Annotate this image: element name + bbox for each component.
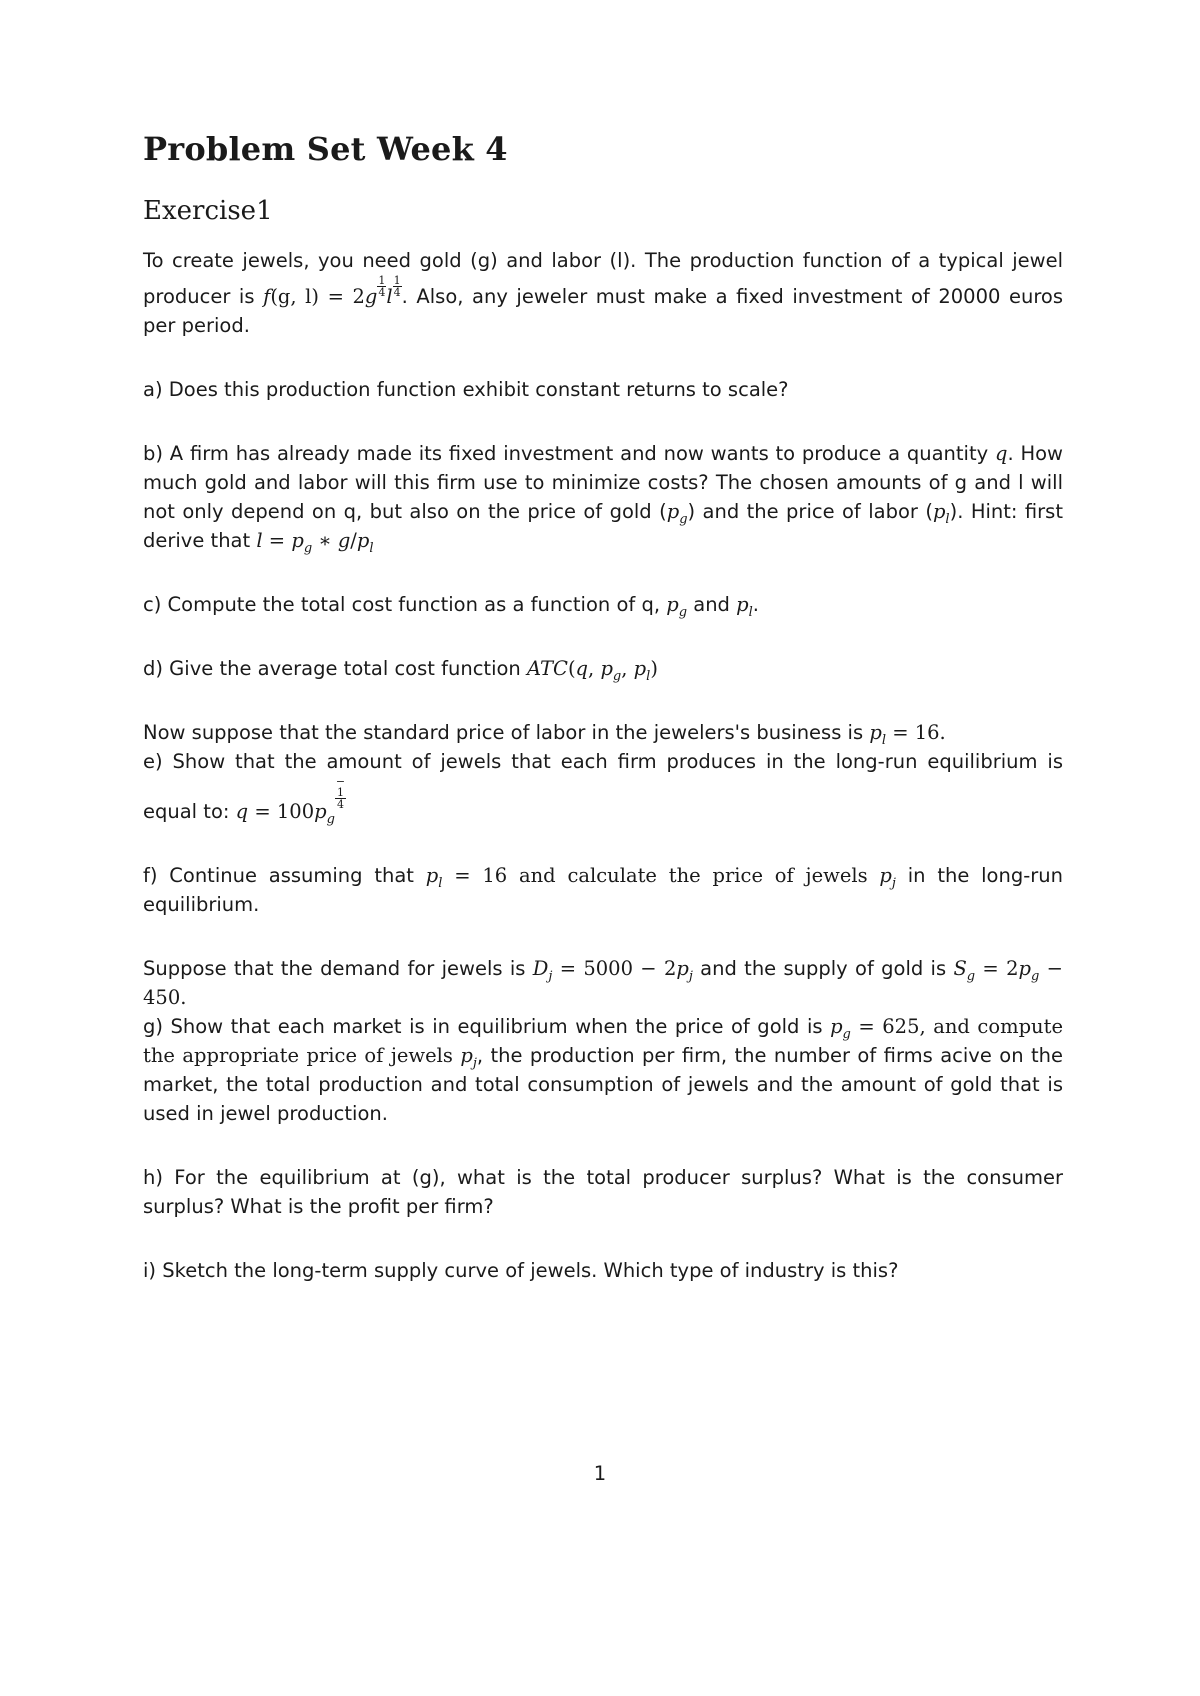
exponent-fraction: $\frac{1}{4}$ [378,273,386,299]
exercise-heading: Exercise1 [143,196,273,227]
page-number: 1 [593,1462,607,1485]
exponent-fraction: $\frac{1}{4}$ [393,273,401,299]
question-g: g) Show that each market is in equilibrium when the price of gold is $p_g = 625$, and compute the appropriate price of jewels $p_j$, the production per firm, the number of firms acive on the market, the total production and total consumption of jewels and the amount of gold that is used in jewel production. [143,1014,1063,1125]
question-i: i) Sketch the long-term supply curve of jewels. Which type of industry is this? [143,1258,899,1282]
question-h: h) For the equilibrium at (g), what is the total producer surplus? What is the consumer surplus? What is the profit per firm? [143,1165,1063,1218]
question-d: d) Give the average total cost function ATC(q, $p_g$, $p_l$) [143,656,658,684]
document-title: Problem Set Week 4 [143,130,508,168]
question-a: a) Does this production function exhibit constant returns to scale? [143,377,789,401]
question-b: b) A firm has already made its fixed investment and now wants to produce a quantity q. How much gold and labor will this firm use to minimize costs? The chosen amounts of g and l will not only depend on q, but also on the price of gold $(p_g)$ and the price of labor $(p_l)$. Hint: first derive that $l = p_g$ ∗ $g/p_l$ [143,441,1063,556]
document-page [143,130,1063,1320]
assumption-labor-price: Now suppose that the standard price of labor in the jewelers's business is $p_l = 16$. [143,720,946,748]
question-c: c) Compute the total cost function as a function of q, $p_g$ and $p_l$. [143,592,759,620]
question-f: f) Continue assuming that $p_l = 16$ and calculate the price of jewels $p_j$ in the long-run equilibrium. [143,863,1063,916]
question-e: e) Show that the amount of jewels that each firm produces in the long-run equilibrium is equal to: $q = 100p_g$ − 1 4 [143,749,1063,827]
exercise-intro: To create jewels, you need gold (g) and labor (l). The production function of a typical jewel producer is f(g, l) = 2g $\frac{1}{4}$ l $\frac{1}{4}$ . Also, any jeweler must make a fixed investment of 20000 euros per period. [143,248,1063,337]
exponent-fraction: − 1 4 [335,774,346,811]
assumption-demand-supply: Suppose that the demand for jewels is $D_j = 5000 - 2p_j$ and the supply of gold is $S_g = 2p_g - 450$. [143,956,1063,1009]
